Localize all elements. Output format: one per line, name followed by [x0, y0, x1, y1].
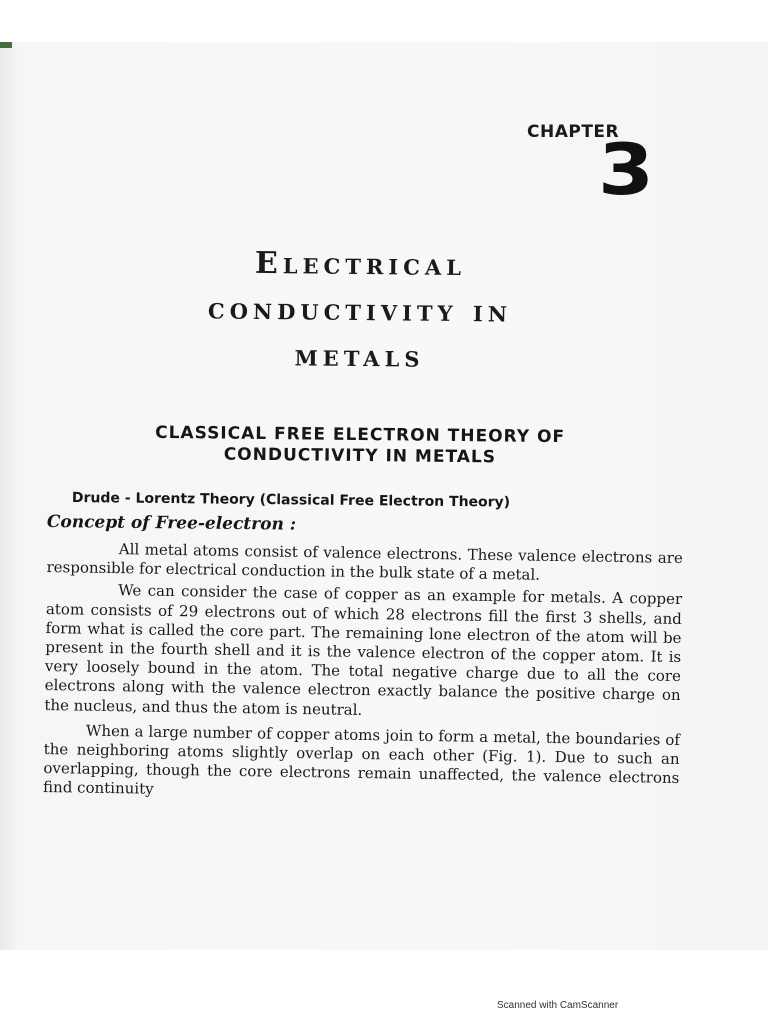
chapter-number: 3: [598, 129, 655, 211]
concept-heading: Concept of Free-electron :: [46, 512, 297, 535]
section-heading: [60, 422, 660, 470]
chapter-title-line-1: Electrical: [254, 245, 467, 284]
section-heading-line-2: CONDUCTIVITY IN METALS: [223, 444, 497, 468]
page-edge-mark: [0, 42, 12, 48]
chapter-title-line-2: conductivity in: [207, 291, 513, 330]
paragraph-3: When a large number of copper atoms join to form a metal, the boundaries of the neighboring atoms slightly overlap on each other (Fig. 1). Due to such an overlapping, though the core electrons remain unaffected, the valence electrons find continuity: [42, 721, 681, 799]
section-heading-line-1: CLASSICAL FREE ELECTRON THEORY OF: [155, 422, 566, 448]
chapter-label: CHAPTER: [527, 122, 620, 142]
scanner-watermark: Scanned with CamScanner: [497, 1000, 619, 1011]
paragraph-1: All metal atoms consist of valence electrons. These valence electrons are responsible for electrical conduction in the bulk state of a metal.: [46, 540, 683, 584]
chapter-title: [59, 239, 660, 383]
scanned-page: [0, 42, 768, 950]
chapter-title-line-3: metals: [294, 338, 425, 375]
subsection-heading: Drude - Lorentz Theory (Classical Free Electron Theory): [71, 490, 511, 511]
paragraph-2: We can consider the case of copper as an example for metals. A copper atom consists of 29 electrons out of which 28 electrons fill the first 3 shells, and form what is called the core part. The remaining lone electron of the atom will be present in the fourth shell and it is the valence electron of the copper atom. It is very loosely bound in the atom. The total negative charge due to all the core electrons along with the valence electron exactly balance the positive charge on the nucleus, and thus the atom is neutral.: [44, 581, 683, 719]
body-text: [43, 539, 683, 811]
